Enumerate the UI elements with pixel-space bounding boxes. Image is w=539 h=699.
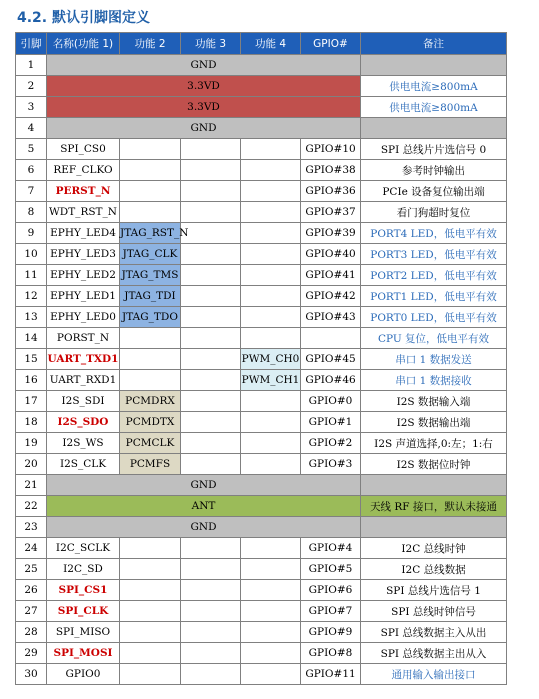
pin-number: 19 bbox=[16, 433, 47, 454]
table-header-row bbox=[16, 33, 507, 55]
pin-func3 bbox=[181, 433, 241, 454]
pin-number: 25 bbox=[16, 559, 47, 580]
pin-note: I2S 数据输出端 bbox=[361, 412, 507, 433]
pin-func3 bbox=[181, 160, 241, 181]
pin-name: EPHY_LED2 bbox=[47, 265, 120, 286]
pin-note: 供电电流≥800mA bbox=[361, 76, 507, 97]
pin-func2 bbox=[120, 601, 181, 622]
pin-func2: PCMFS bbox=[120, 454, 181, 475]
pin-note: I2S 声道选择,0:左；1:右 bbox=[361, 433, 507, 454]
table-row bbox=[16, 202, 507, 223]
table-row bbox=[16, 643, 507, 664]
pin-name: SPI_CS1 bbox=[47, 580, 120, 601]
pin-note: PORT4 LED，低电平有效 bbox=[361, 223, 507, 244]
pin-func4 bbox=[241, 433, 301, 454]
pin-func2 bbox=[120, 202, 181, 223]
pin-span-cell: ANT bbox=[47, 496, 361, 517]
table-row bbox=[16, 139, 507, 160]
pin-number: 23 bbox=[16, 517, 47, 538]
table-row bbox=[16, 244, 507, 265]
pin-func3 bbox=[181, 223, 241, 244]
header-pin: 引脚 bbox=[16, 33, 47, 55]
pin-func4 bbox=[241, 412, 301, 433]
pin-func2: JTAG_RST_N bbox=[120, 223, 181, 244]
pin-name: EPHY_LED4 bbox=[47, 223, 120, 244]
pin-func4 bbox=[241, 328, 301, 349]
pin-note: PORT3 LED，低电平有效 bbox=[361, 244, 507, 265]
pin-number: 6 bbox=[16, 160, 47, 181]
pin-number: 7 bbox=[16, 181, 47, 202]
pin-gpio: GPIO#3 bbox=[301, 454, 361, 475]
pin-number: 15 bbox=[16, 349, 47, 370]
pin-note: 天线 RF 接口，默认未接通 bbox=[361, 496, 507, 517]
header-func4: 功能 4 bbox=[241, 33, 301, 55]
pin-number: 1 bbox=[16, 55, 47, 76]
pin-note: CPU 复位，低电平有效 bbox=[361, 328, 507, 349]
pin-func2 bbox=[120, 349, 181, 370]
table-row bbox=[16, 328, 507, 349]
table-row bbox=[16, 412, 507, 433]
pin-number: 9 bbox=[16, 223, 47, 244]
pin-name: REF_CLKO bbox=[47, 160, 120, 181]
pin-note: I2S 数据输入端 bbox=[361, 391, 507, 412]
pin-func3 bbox=[181, 244, 241, 265]
table-row bbox=[16, 223, 507, 244]
pin-gpio: GPIO#38 bbox=[301, 160, 361, 181]
pin-func4 bbox=[241, 286, 301, 307]
pin-name: GPIO0 bbox=[47, 664, 120, 685]
pin-number: 26 bbox=[16, 580, 47, 601]
pin-func2: JTAG_TDI bbox=[120, 286, 181, 307]
pin-func3 bbox=[181, 265, 241, 286]
table-row bbox=[16, 265, 507, 286]
pin-func4 bbox=[241, 559, 301, 580]
table-row bbox=[16, 475, 507, 496]
pin-func4 bbox=[241, 643, 301, 664]
table-row bbox=[16, 622, 507, 643]
pin-note: 看门狗超时复位 bbox=[361, 202, 507, 223]
table-row bbox=[16, 601, 507, 622]
pin-number: 20 bbox=[16, 454, 47, 475]
pin-func4 bbox=[241, 160, 301, 181]
pin-name: SPI_CLK bbox=[47, 601, 120, 622]
pin-func2: JTAG_TMS bbox=[120, 265, 181, 286]
pin-span-cell: 3.3VD bbox=[47, 76, 361, 97]
pin-gpio: GPIO#11 bbox=[301, 664, 361, 685]
pin-name: UART_RXD1 bbox=[47, 370, 120, 391]
pin-func4: PWM_CH1 bbox=[241, 370, 301, 391]
table-row bbox=[16, 349, 507, 370]
pin-note: I2C 总线数据 bbox=[361, 559, 507, 580]
table-row bbox=[16, 286, 507, 307]
pin-name: PORST_N bbox=[47, 328, 120, 349]
pin-func3 bbox=[181, 622, 241, 643]
pin-name: WDT_RST_N bbox=[47, 202, 120, 223]
pin-func4 bbox=[241, 202, 301, 223]
pin-gpio: GPIO#2 bbox=[301, 433, 361, 454]
pin-name: EPHY_LED0 bbox=[47, 307, 120, 328]
pin-func2 bbox=[120, 370, 181, 391]
table-row bbox=[16, 496, 507, 517]
pin-gpio: GPIO#0 bbox=[301, 391, 361, 412]
pin-note: SPI 总线片选信号 1 bbox=[361, 580, 507, 601]
pin-func3 bbox=[181, 286, 241, 307]
pin-func2 bbox=[120, 580, 181, 601]
pin-note: 供电电流≥800mA bbox=[361, 97, 507, 118]
pin-func3 bbox=[181, 643, 241, 664]
pin-func2 bbox=[120, 181, 181, 202]
pin-number: 14 bbox=[16, 328, 47, 349]
pin-func3 bbox=[181, 349, 241, 370]
pin-name: I2C_SD bbox=[47, 559, 120, 580]
pin-note: 通用输入输出接口 bbox=[361, 664, 507, 685]
pin-func2 bbox=[120, 538, 181, 559]
pin-note bbox=[361, 118, 507, 139]
pin-name: SPI_CS0 bbox=[47, 139, 120, 160]
pin-number: 30 bbox=[16, 664, 47, 685]
pin-name: UART_TXD1 bbox=[47, 349, 120, 370]
pin-name: SPI_MISO bbox=[47, 622, 120, 643]
pin-number: 22 bbox=[16, 496, 47, 517]
pin-func4: PWM_CH0 bbox=[241, 349, 301, 370]
pin-span-cell: GND bbox=[47, 475, 361, 496]
pin-number: 2 bbox=[16, 76, 47, 97]
table-row bbox=[16, 517, 507, 538]
pin-number: 8 bbox=[16, 202, 47, 223]
pin-number: 10 bbox=[16, 244, 47, 265]
pin-note: I2S 数据位时钟 bbox=[361, 454, 507, 475]
pin-gpio bbox=[301, 328, 361, 349]
table-row bbox=[16, 580, 507, 601]
pin-gpio: GPIO#4 bbox=[301, 538, 361, 559]
pin-gpio: GPIO#45 bbox=[301, 349, 361, 370]
pin-number: 17 bbox=[16, 391, 47, 412]
pin-name: I2S_WS bbox=[47, 433, 120, 454]
pin-gpio: GPIO#39 bbox=[301, 223, 361, 244]
pin-func3 bbox=[181, 391, 241, 412]
pin-func4 bbox=[241, 244, 301, 265]
pin-gpio: GPIO#46 bbox=[301, 370, 361, 391]
table-row bbox=[16, 370, 507, 391]
pin-gpio: GPIO#10 bbox=[301, 139, 361, 160]
pin-name: SPI_MOSI bbox=[47, 643, 120, 664]
pin-note: PORT2 LED，低电平有效 bbox=[361, 265, 507, 286]
pin-number: 29 bbox=[16, 643, 47, 664]
pin-func4 bbox=[241, 538, 301, 559]
pin-func3 bbox=[181, 139, 241, 160]
pin-gpio: GPIO#5 bbox=[301, 559, 361, 580]
pin-func3 bbox=[181, 454, 241, 475]
pin-number: 12 bbox=[16, 286, 47, 307]
pin-note bbox=[361, 475, 507, 496]
header-func3: 功能 3 bbox=[181, 33, 241, 55]
pin-name: I2S_SDO bbox=[47, 412, 120, 433]
pin-name: EPHY_LED1 bbox=[47, 286, 120, 307]
pin-func3 bbox=[181, 559, 241, 580]
pin-func2: JTAG_TDO bbox=[120, 307, 181, 328]
pin-func2: PCMDRX bbox=[120, 391, 181, 412]
table-row bbox=[16, 55, 507, 76]
table-row bbox=[16, 76, 507, 97]
pin-number: 13 bbox=[16, 307, 47, 328]
pin-func3 bbox=[181, 538, 241, 559]
pin-func4 bbox=[241, 601, 301, 622]
pin-span-cell: GND bbox=[47, 517, 361, 538]
header-func2: 功能 2 bbox=[120, 33, 181, 55]
pin-span-cell: GND bbox=[47, 118, 361, 139]
pin-func2 bbox=[120, 139, 181, 160]
pin-func3 bbox=[181, 412, 241, 433]
pin-note: I2C 总线时钟 bbox=[361, 538, 507, 559]
pin-note: SPI 总线数据主出从入 bbox=[361, 643, 507, 664]
pin-func3 bbox=[181, 328, 241, 349]
pin-func4 bbox=[241, 139, 301, 160]
pin-name: I2S_SDI bbox=[47, 391, 120, 412]
table-row bbox=[16, 433, 507, 454]
table-row bbox=[16, 97, 507, 118]
header-name: 名称(功能 1) bbox=[47, 33, 120, 55]
pin-func3 bbox=[181, 370, 241, 391]
pin-func4 bbox=[241, 223, 301, 244]
pin-func3 bbox=[181, 580, 241, 601]
pin-func2: PCMCLK bbox=[120, 433, 181, 454]
pin-definition-table bbox=[15, 32, 507, 685]
pin-gpio: GPIO#43 bbox=[301, 307, 361, 328]
table-row bbox=[16, 454, 507, 475]
pin-func4 bbox=[241, 622, 301, 643]
pin-number: 24 bbox=[16, 538, 47, 559]
pin-note: 参考时钟输出 bbox=[361, 160, 507, 181]
pin-func4 bbox=[241, 664, 301, 685]
pin-gpio: GPIO#6 bbox=[301, 580, 361, 601]
pin-func4 bbox=[241, 454, 301, 475]
pin-func2 bbox=[120, 559, 181, 580]
pin-func2: JTAG_CLK bbox=[120, 244, 181, 265]
pin-gpio: GPIO#36 bbox=[301, 181, 361, 202]
pin-number: 27 bbox=[16, 601, 47, 622]
pin-gpio: GPIO#9 bbox=[301, 622, 361, 643]
pin-note bbox=[361, 55, 507, 76]
pin-gpio: GPIO#42 bbox=[301, 286, 361, 307]
pin-number: 18 bbox=[16, 412, 47, 433]
table-row bbox=[16, 160, 507, 181]
table-row bbox=[16, 307, 507, 328]
header-note: 备注 bbox=[361, 33, 507, 55]
pin-func2 bbox=[120, 160, 181, 181]
pin-func2: PCMDTX bbox=[120, 412, 181, 433]
pin-func2 bbox=[120, 622, 181, 643]
table-row bbox=[16, 118, 507, 139]
pin-gpio: GPIO#1 bbox=[301, 412, 361, 433]
pin-note bbox=[361, 517, 507, 538]
pin-func3 bbox=[181, 307, 241, 328]
pin-func4 bbox=[241, 391, 301, 412]
pin-number: 3 bbox=[16, 97, 47, 118]
pin-func3 bbox=[181, 664, 241, 685]
table-body bbox=[16, 55, 507, 685]
pin-gpio: GPIO#40 bbox=[301, 244, 361, 265]
pin-span-cell: 3.3VD bbox=[47, 97, 361, 118]
pin-number: 16 bbox=[16, 370, 47, 391]
pin-func3 bbox=[181, 181, 241, 202]
pin-gpio: GPIO#8 bbox=[301, 643, 361, 664]
pin-func3 bbox=[181, 202, 241, 223]
section-heading: 4.2. 默认引脚图定义 bbox=[17, 10, 150, 26]
table-row bbox=[16, 559, 507, 580]
pin-func2 bbox=[120, 328, 181, 349]
pin-gpio: GPIO#7 bbox=[301, 601, 361, 622]
pin-note: SPI 总线片片选信号 0 bbox=[361, 139, 507, 160]
pin-note: PCIe 设备复位输出端 bbox=[361, 181, 507, 202]
pin-span-cell: GND bbox=[47, 55, 361, 76]
pin-func3 bbox=[181, 601, 241, 622]
pin-number: 28 bbox=[16, 622, 47, 643]
pin-number: 21 bbox=[16, 475, 47, 496]
pin-name: I2S_CLK bbox=[47, 454, 120, 475]
pin-name: PERST_N bbox=[47, 181, 120, 202]
pin-note: SPI 总线时钟信号 bbox=[361, 601, 507, 622]
pin-func4 bbox=[241, 265, 301, 286]
pin-note: 串口 1 数据接收 bbox=[361, 370, 507, 391]
pin-gpio: GPIO#41 bbox=[301, 265, 361, 286]
header-gpio: GPIO# bbox=[301, 33, 361, 55]
pin-func4 bbox=[241, 307, 301, 328]
table-row bbox=[16, 391, 507, 412]
table-row bbox=[16, 538, 507, 559]
pin-number: 11 bbox=[16, 265, 47, 286]
pin-name: EPHY_LED3 bbox=[47, 244, 120, 265]
pin-func4 bbox=[241, 580, 301, 601]
table-row bbox=[16, 181, 507, 202]
pin-note: SPI 总线数据主入从出 bbox=[361, 622, 507, 643]
pin-name: I2C_SCLK bbox=[47, 538, 120, 559]
pin-func4 bbox=[241, 181, 301, 202]
pin-func2 bbox=[120, 643, 181, 664]
table-row bbox=[16, 664, 507, 685]
pin-number: 4 bbox=[16, 118, 47, 139]
pin-func2 bbox=[120, 664, 181, 685]
pin-gpio: GPIO#37 bbox=[301, 202, 361, 223]
pin-note: PORT1 LED，低电平有效 bbox=[361, 286, 507, 307]
pin-number: 5 bbox=[16, 139, 47, 160]
pin-note: 串口 1 数据发送 bbox=[361, 349, 507, 370]
pin-note: PORT0 LED，低电平有效 bbox=[361, 307, 507, 328]
